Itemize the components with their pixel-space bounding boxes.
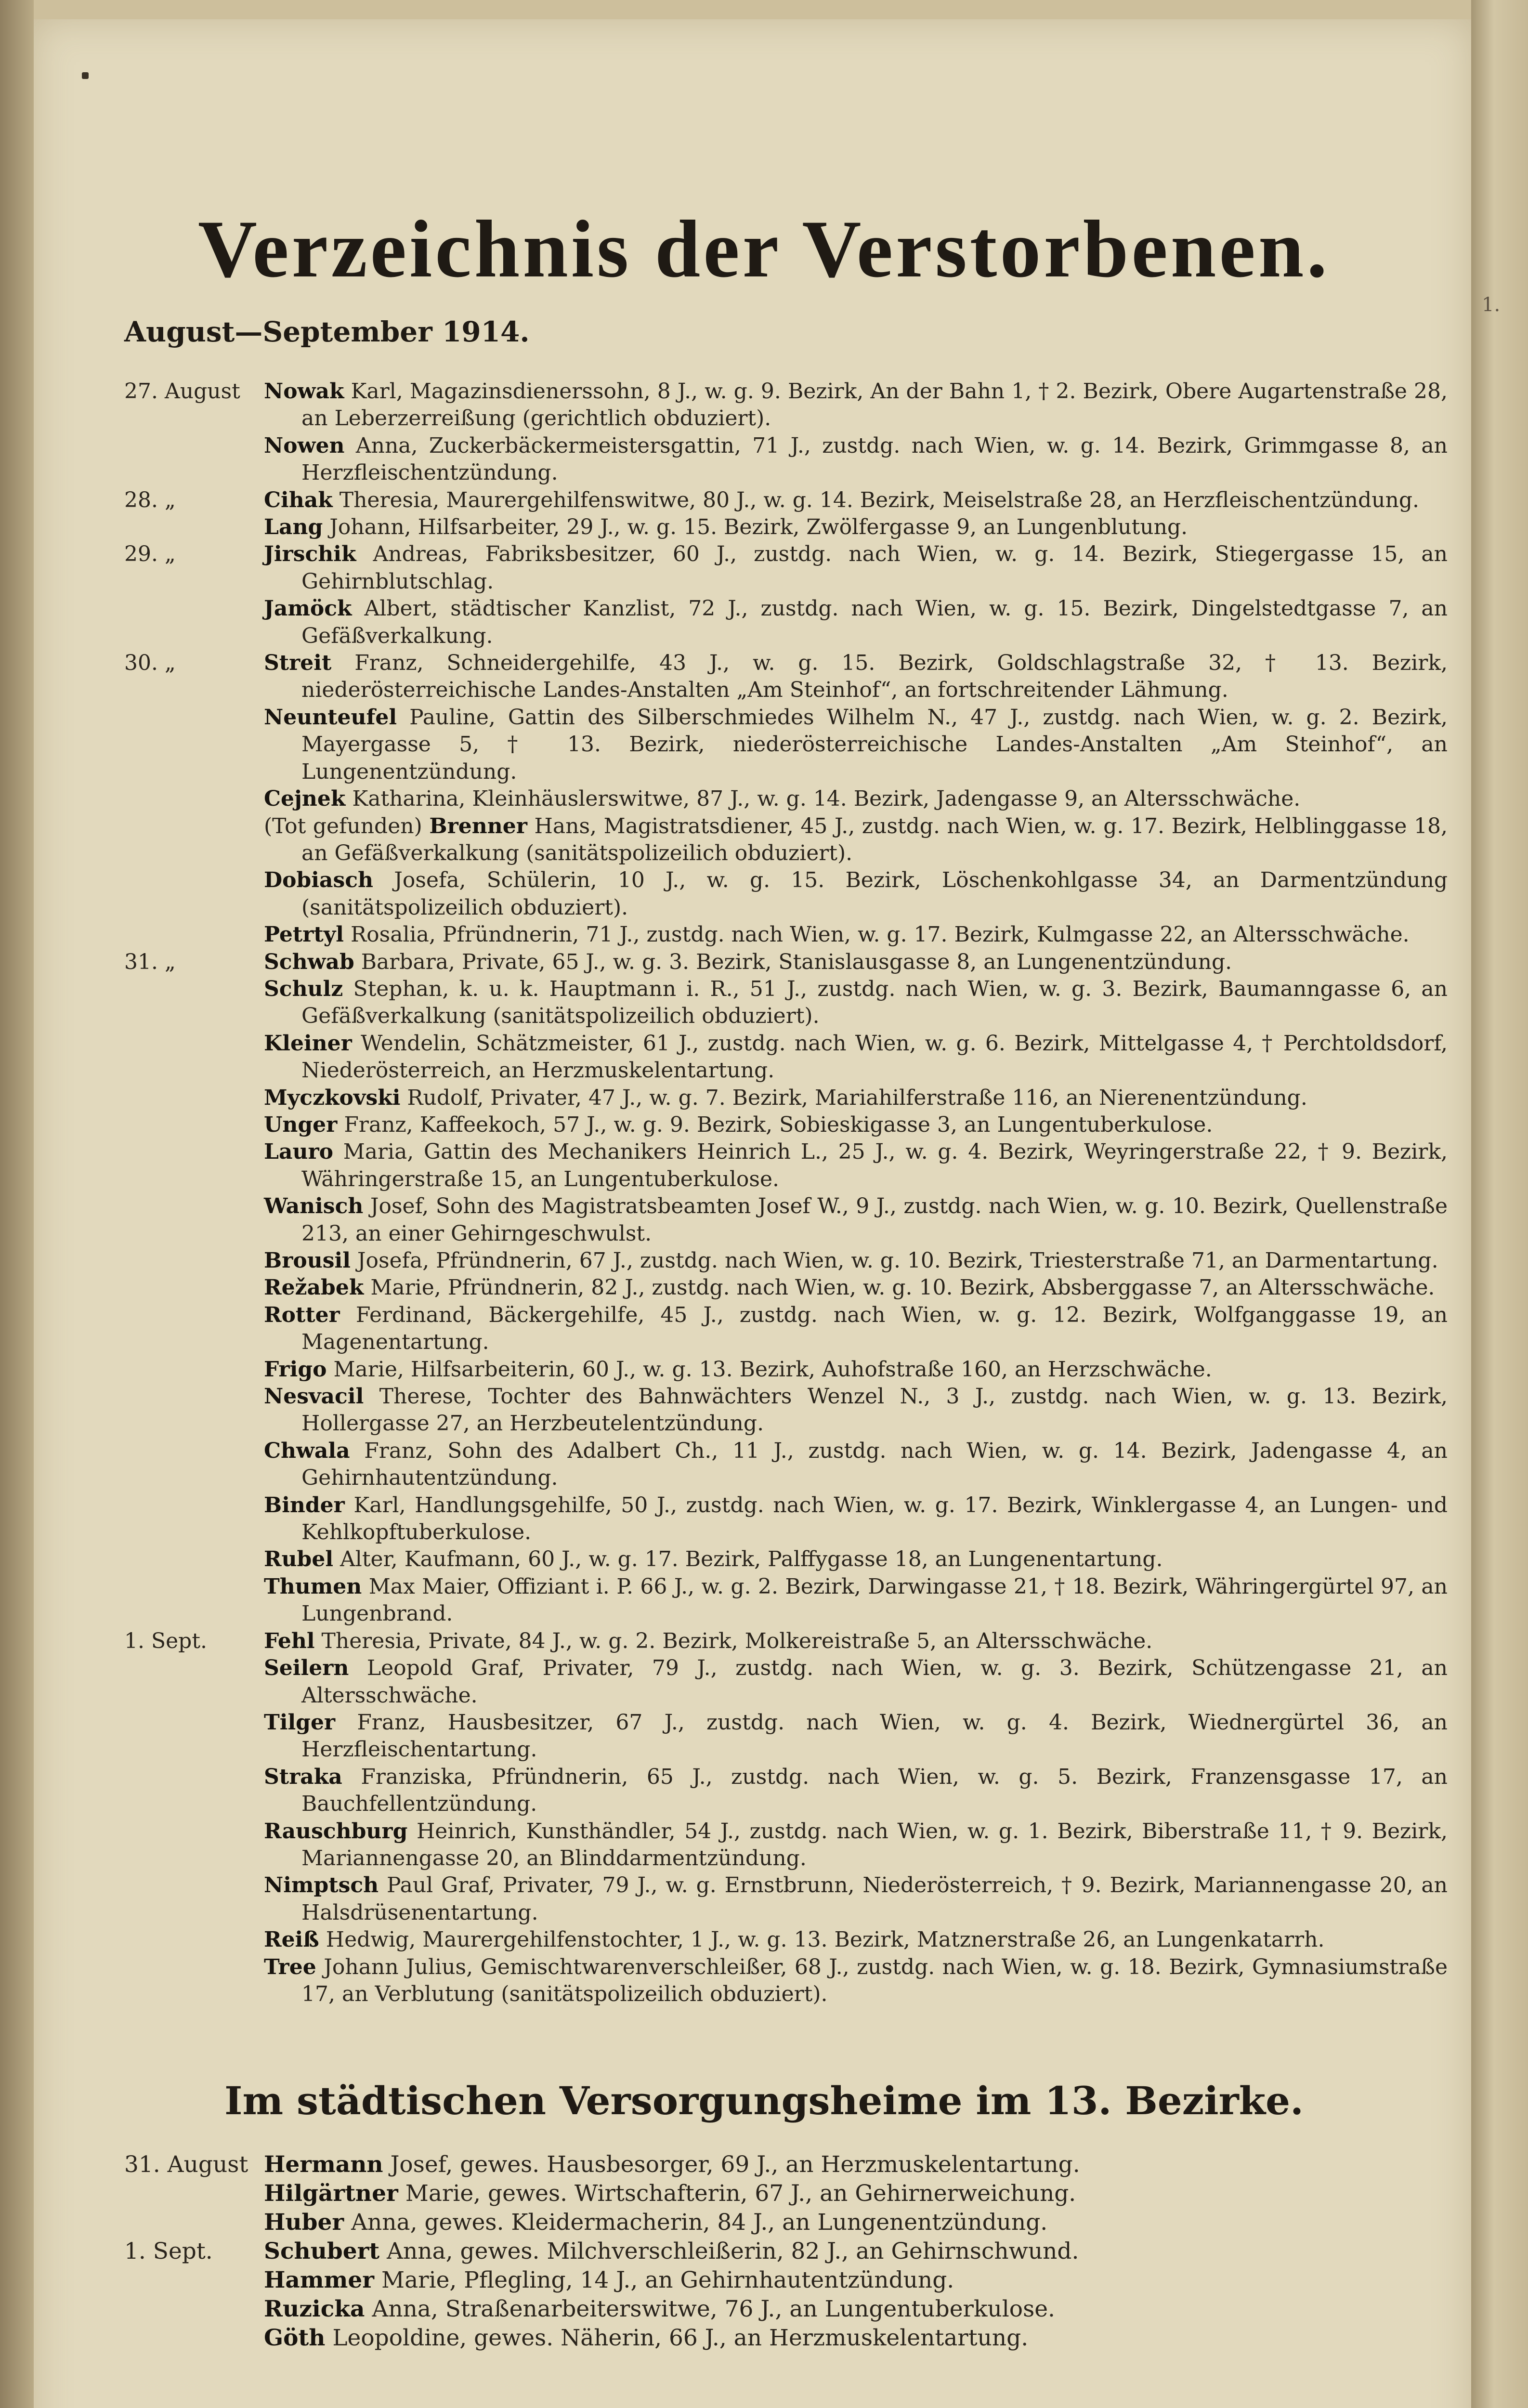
entry-details: Alter, Kaufmann, 60 J., w. g. 17. Bezirk, Palffygasse 18, an Lungenentartung. [340, 1547, 1163, 1572]
entry-details: Josef, Sohn des Magistratsbeamten Josef W., 9 J., zustdg. nach Wien, w. g. 10. Bezirk, Quellenstraße 213, an einer Gehirngeschwulst. [301, 1194, 1448, 1246]
page-title: Verzeichnis der Verstorbenen. [198, 204, 1330, 294]
entry-body [264, 1356, 1448, 1383]
entry-body [264, 1492, 1448, 1546]
entry-details: Maria, Gattin des Mechanikers Heinrich L., 25 J., w. g. 4. Bezirk, Weyringerstraße 22, † 9. Bezirk, Währingerstraße 15, an Lungentuberkulose. [301, 1139, 1448, 1191]
list-item [0, 1573, 1528, 1628]
entry-surname: Fehl [264, 1628, 315, 1653]
list-item [0, 1492, 1528, 1546]
period-heading: August—September 1914. [124, 315, 530, 348]
entry-date: 30. „ [124, 651, 176, 676]
entry-details: Anna, Zuckerbäckermeistersgattin, 71 J., zustdg. nach Wien, w. g. 14. Bezirk, Grimmgasse 8, an Herzfleischentzündung. [301, 433, 1448, 485]
entry-surname: Rauschburg [264, 1819, 408, 1844]
entry-details: Paul Graf, Privater, 79 J., w. g. Ernstbrunn, Niederösterreich, † 9. Bezirk, Mariannengasse 20, an Halsdrüsenentartung. [301, 1873, 1448, 1925]
entry-details: Karl, Magazinsdienerssohn, 8 J., w. g. 9. Bezirk, An der Bahn 1, † 2. Bezirk, Obere Augartenstraße 28, an Leberzerreißung (gerichtlich obduziert). [301, 379, 1448, 431]
entry-surname: Hammer [264, 2267, 374, 2293]
entry-details: Albert, städtischer Kanzlist, 72 J., zustdg. nach Wien, w. g. 15. Bezirk, Dingelstedtgasse 7, an Gefäßverkalkung. [301, 596, 1448, 648]
entry-body [264, 976, 1448, 1030]
entry-surname: Nowen [264, 433, 345, 458]
entry-body [264, 1139, 1448, 1193]
entry-details: Anna, gewes. Kleidermacherin, 84 J., an Lungenentzündung. [351, 2209, 1048, 2236]
deceased-list [0, 378, 1528, 2008]
entry-details: Rosalia, Pfründnerin, 71 J., zustdg. nach Wien, w. g. 17. Bezirk, Kulmgasse 22, an Altersschwäche. [351, 922, 1410, 947]
entry-date: 31. August [124, 2151, 248, 2178]
entry-body [264, 867, 1448, 921]
entry-date: 1. Sept. [124, 1628, 207, 1653]
list-item [0, 1926, 1528, 1953]
entry-details: Ferdinand, Bäckergehilfe, 45 J., zustdg. nach Wien, w. g. 12. Bezirk, Wolfganggasse 19, an Magenentartung. [301, 1302, 1448, 1355]
entry-surname: Tree [264, 1954, 316, 1979]
list-item [0, 2237, 1528, 2266]
entry-date: 28. „ [124, 487, 176, 512]
entry-surname: Hilgärtner [264, 2180, 398, 2207]
entry-details: Pauline, Gattin des Silberschmiedes Wilhelm N., 47 J., zustdg. nach Wien, w. g. 2. Bezirk, Mayergasse 5, † 13. Bezirk, niederösterreichische Landes-Anstalten „Am Steinhof“, an Lungenentzündung. [301, 705, 1448, 784]
entry-surname: Režabek [264, 1275, 364, 1300]
entry-body [264, 785, 1448, 812]
list-item [0, 976, 1528, 1030]
entry-body [264, 1274, 1448, 1301]
entry-body [264, 1247, 1448, 1274]
entry-surname: Rubel [264, 1547, 334, 1572]
entry-surname: Cejnek [264, 786, 346, 811]
entry-body [264, 1030, 1448, 1085]
entry-surname: Neunteufel [264, 705, 397, 730]
list-item [0, 704, 1528, 785]
entry-body [264, 1193, 1448, 1247]
list-item [0, 2208, 1528, 2237]
entry-body [264, 1655, 1448, 1709]
entry-surname: Göth [264, 2325, 326, 2351]
entry-surname: Jirschik [264, 542, 356, 567]
versorgungsheim-list [0, 2150, 1528, 2353]
list-item [0, 2150, 1528, 2179]
entry-body [264, 1764, 1448, 1818]
list-item [0, 1247, 1528, 1274]
entry-surname: Streit [264, 651, 332, 676]
entry-body [264, 432, 1448, 487]
entry-surname: Brenner [429, 813, 527, 838]
entry-surname: Chwala [264, 1438, 350, 1463]
entry-surname: Unger [264, 1112, 338, 1137]
list-item [0, 2179, 1528, 2208]
list-item [0, 1085, 1528, 1112]
entry-details: Marie, Pflegling, 14 J., an Gehirnhautentzündung. [381, 2267, 954, 2293]
entry-surname: Petrtyl [264, 922, 344, 947]
entry-details: Katharina, Kleinhäuslerswitwe, 87 J., w. g. 14. Bezirk, Jadengasse 9, an Altersschwäche. [352, 786, 1301, 811]
entry-body [264, 2150, 1448, 2179]
entry-details: Franz, Sohn des Adalbert Ch., 11 J., zustdg. nach Wien, w. g. 14. Bezirk, Jadengasse 4, an Gehirnhautentzündung. [301, 1438, 1448, 1491]
entry-surname: Thumen [264, 1574, 362, 1599]
entry-surname: Seilern [264, 1656, 349, 1681]
list-item [0, 1193, 1528, 1247]
entry-details: Hans, Magistratsdiener, 45 J., zustdg. nach Wien, w. g. 17. Bezirk, Helblinggasse 18, an Gefäßverkalkung (sanitätspolizeilich obduziert). [301, 813, 1448, 865]
entry-surname: Binder [264, 1492, 345, 1518]
entry-body [264, 595, 1448, 650]
entry-body [264, 949, 1448, 976]
entry-details: Marie, gewes. Wirtschafterin, 67 J., an Gehirnerweichung. [405, 2180, 1076, 2207]
list-item [0, 1628, 1528, 1655]
entry-surname: Kleiner [264, 1031, 352, 1056]
entry-body [264, 2295, 1448, 2324]
entry-surname: Myczkovski [264, 1085, 401, 1110]
list-item [0, 595, 1528, 650]
entry-body [264, 2324, 1448, 2353]
section-heading-versorgungsheim: Im städtischen Versorgungsheime im 13. Bezirke. [224, 2078, 1304, 2123]
entry-body [264, 1818, 1448, 1872]
entry-details: Anna, gewes. Milchverschleißerin, 82 J., an Gehirnschwund. [387, 2238, 1079, 2264]
list-item [0, 1954, 1528, 2008]
entry-body [264, 487, 1448, 514]
entry-body [264, 2266, 1448, 2295]
list-item [0, 2266, 1528, 2295]
entry-surname: Nimptsch [264, 1873, 379, 1898]
entry-details: Therese, Tochter des Bahnwächters Wenzel N., 3 J., zustdg. nach Wien, w. g. 13. Bezirk, Hollergasse 27, an Herzbeutelentzündung. [301, 1384, 1448, 1436]
entry-body [264, 1112, 1448, 1139]
list-item [0, 1546, 1528, 1573]
entry-date: 1. Sept. [124, 2238, 213, 2264]
entry-surname: Reiß [264, 1927, 319, 1952]
entry-details: Josef, gewes. Hausbesorger, 69 J., an Herzmuskelentartung. [390, 2151, 1080, 2178]
entry-surname: Ruzicka [264, 2296, 365, 2322]
entry-body [264, 2179, 1448, 2208]
entry-surname: Jamöck [264, 596, 352, 621]
entry-date: 29. „ [124, 542, 176, 567]
list-item [0, 432, 1528, 487]
entry-body [264, 813, 1448, 867]
entry-body [264, 2237, 1448, 2266]
entry-body [264, 1926, 1448, 1953]
list-item [0, 921, 1528, 948]
entry-surname: Straka [264, 1764, 342, 1789]
entry-body [264, 1872, 1448, 1926]
entry-details: Johann, Hilfsarbeiter, 29 J., w. g. 15. Bezirk, Zwölfergasse 9, an Lungenblutung. [329, 515, 1188, 540]
list-item [0, 1438, 1528, 1492]
list-item [0, 541, 1528, 595]
entry-details: Theresia, Maurergehilfenswitwe, 80 J., w. g. 14. Bezirk, Meiselstraße 28, an Herzfleischentzündung. [339, 487, 1419, 512]
list-item [0, 514, 1528, 541]
list-item [0, 1356, 1528, 1383]
list-item [0, 1383, 1528, 1438]
entry-details: Leopoldine, gewes. Näherin, 66 J., an Herzmuskelentartung. [332, 2325, 1029, 2351]
entry-details: Rudolf, Privater, 47 J., w. g. 7. Bezirk, Mariahilferstraße 116, an Nierenentzündung. [407, 1085, 1307, 1110]
list-item [0, 949, 1528, 976]
list-item [0, 2324, 1528, 2353]
list-item [0, 785, 1528, 812]
list-item [0, 1274, 1528, 1301]
entry-date: 27. August [124, 379, 240, 404]
entry-prefix: (Tot gefunden) [264, 813, 430, 838]
entry-details: Josefa, Schülerin, 10 J., w. g. 15. Bezirk, Löschenkohlgasse 34, an Darmentzündung (sanitätspolizeilich obduziert). [301, 868, 1448, 920]
entry-details: Franz, Kaffeekoch, 57 J., w. g. 9. Bezirk, Sobieskigasse 3, an Lungentuberkulose. [344, 1112, 1213, 1137]
list-item [0, 867, 1528, 921]
entry-surname: Dobiasch [264, 868, 374, 893]
entry-body [264, 1438, 1448, 1492]
entry-details: Heinrich, Kunsthändler, 54 J., zustdg. nach Wien, w. g. 1. Bezirk, Biberstraße 11, † 9. Bezirk, Mariannengasse 20, an Blinddarmentzündung. [301, 1819, 1448, 1871]
entry-surname: Tilger [264, 1710, 336, 1735]
next-page-fragment: 1. [1482, 294, 1501, 316]
entry-body [264, 1383, 1448, 1438]
entry-body [264, 1302, 1448, 1356]
entry-details: Karl, Handlungsgehilfe, 50 J., zustdg. nach Wien, w. g. 17. Bezirk, Winklergasse 4, an Lungen- und Kehlkopftuberkulose. [301, 1492, 1448, 1545]
list-item [0, 1872, 1528, 1926]
entry-surname: Huber [264, 2209, 344, 2236]
entry-surname: Cihak [264, 487, 333, 512]
list-item [0, 1655, 1528, 1709]
entry-surname: Hermann [264, 2151, 383, 2178]
entry-surname: Brousil [264, 1248, 351, 1273]
entry-details: Anna, Straßenarbeiterswitwe, 76 J., an Lungentuberkulose. [372, 2296, 1055, 2322]
list-item [0, 487, 1528, 514]
entry-details: Franziska, Pfründnerin, 65 J., zustdg. nach Wien, w. g. 5. Bezirk, Franzensgasse 17, an Bauchfellentzündung. [301, 1764, 1448, 1817]
list-item [0, 2295, 1528, 2324]
entry-body [264, 1085, 1448, 1112]
list-item [0, 813, 1528, 867]
entry-details: Josefa, Pfründnerin, 67 J., zustdg. nach Wien, w. g. 10. Bezirk, Triesterstraße 71, an Darmentartung. [357, 1248, 1438, 1273]
entry-surname: Wanisch [264, 1194, 364, 1219]
entry-body [264, 1709, 1448, 1764]
entry-details: Stephan, k. u. k. Hauptmann i. R., 51 J., zustdg. nach Wien, w. g. 3. Bezirk, Baumanngasse 6, an Gefäßverkalkung (sanitätspolizeilich obduziert). [301, 976, 1448, 1029]
entry-surname: Lauro [264, 1139, 333, 1165]
entry-details: Hedwig, Maurergehilfenstochter, 1 J., w. g. 13. Bezirk, Matznerstraße 26, an Lungenkatarrh. [326, 1927, 1325, 1952]
entry-body [264, 514, 1448, 541]
entry-details: Barbara, Private, 65 J., w. g. 3. Bezirk, Stanislausgasse 8, an Lungenentzündung. [361, 949, 1232, 974]
entry-body [264, 650, 1448, 704]
list-item [0, 1764, 1528, 1818]
list-item [0, 1818, 1528, 1872]
entry-surname: Schulz [264, 976, 343, 1001]
entry-surname: Nowak [264, 379, 344, 404]
entry-surname: Schubert [264, 2238, 380, 2264]
entry-body [264, 541, 1448, 595]
list-item [0, 650, 1528, 704]
entry-details: Andreas, Fabriksbesitzer, 60 J., zustdg. nach Wien, w. g. 14. Bezirk, Stiegergasse 15, an Gehirnblutschlag. [301, 542, 1448, 594]
entry-details: Franz, Schneidergehilfe, 43 J., w. g. 15. Bezirk, Goldschlagstraße 32, † 13. Bezirk, niederösterreichische Landes-Anstalten „Am Steinhof“, an fortschreitender Lähmung. [301, 651, 1448, 703]
entry-body [264, 1546, 1448, 1573]
list-item [0, 1302, 1528, 1356]
list-item [0, 1139, 1528, 1193]
entry-body [264, 2208, 1448, 2237]
entry-body [264, 378, 1448, 432]
list-item [0, 1030, 1528, 1085]
entry-body [264, 1628, 1448, 1655]
entry-surname: Lang [264, 515, 323, 540]
entry-body [264, 704, 1448, 785]
entry-body [264, 1954, 1448, 2008]
entry-details: Johann Julius, Gemischtwarenverschleißer, 68 J., zustdg. nach Wien, w. g. 18. Bezirk, Gymnasiumstraße 17, an Verblutung (sanitätspolizeilich obduziert). [301, 1954, 1448, 2006]
entry-details: Leopold Graf, Privater, 79 J., zustdg. nach Wien, w. g. 3. Bezirk, Schützengasse 21, an Altersschwäche. [301, 1656, 1448, 1708]
entry-details: Wendelin, Schätzmeister, 61 J., zustdg. nach Wien, w. g. 6. Bezirk, Mittelgasse 4, † Perchtoldsdorf, Niederösterreich, an Herzmuskelentartung. [301, 1031, 1448, 1083]
entry-surname: Rotter [264, 1302, 340, 1327]
entry-body [264, 1573, 1448, 1628]
list-item [0, 1112, 1528, 1139]
entry-details: Marie, Pfründnerin, 82 J., zustdg. nach Wien, w. g. 10. Bezirk, Absberggasse 7, an Altersschwäche. [370, 1275, 1435, 1300]
entry-surname: Schwab [264, 949, 354, 974]
entry-date: 31. „ [124, 949, 176, 974]
entry-surname: Nesvacil [264, 1384, 364, 1409]
entry-surname: Frigo [264, 1357, 327, 1382]
entry-details: Max Maier, Offiziant i. P. 66 J., w. g. 2. Bezirk, Darwingasse 21, † 18. Bezirk, Währingergürtel 97, an Lungenbrand. [301, 1574, 1448, 1626]
entry-details: Theresia, Private, 84 J., w. g. 2. Bezirk, Molkereistraße 5, an Altersschwäche. [321, 1628, 1153, 1653]
ink-dot-mark [82, 72, 89, 79]
list-item [0, 378, 1528, 432]
entry-details: Marie, Hilfsarbeiterin, 60 J., w. g. 13. Bezirk, Auhofstraße 160, an Herzschwäche. [333, 1357, 1212, 1382]
list-item [0, 1709, 1528, 1764]
entry-details: Franz, Hausbesitzer, 67 J., zustdg. nach Wien, w. g. 4. Bezirk, Wiednergürtel 36, an Herzfleischentartung. [301, 1710, 1448, 1762]
entry-body [264, 921, 1448, 948]
